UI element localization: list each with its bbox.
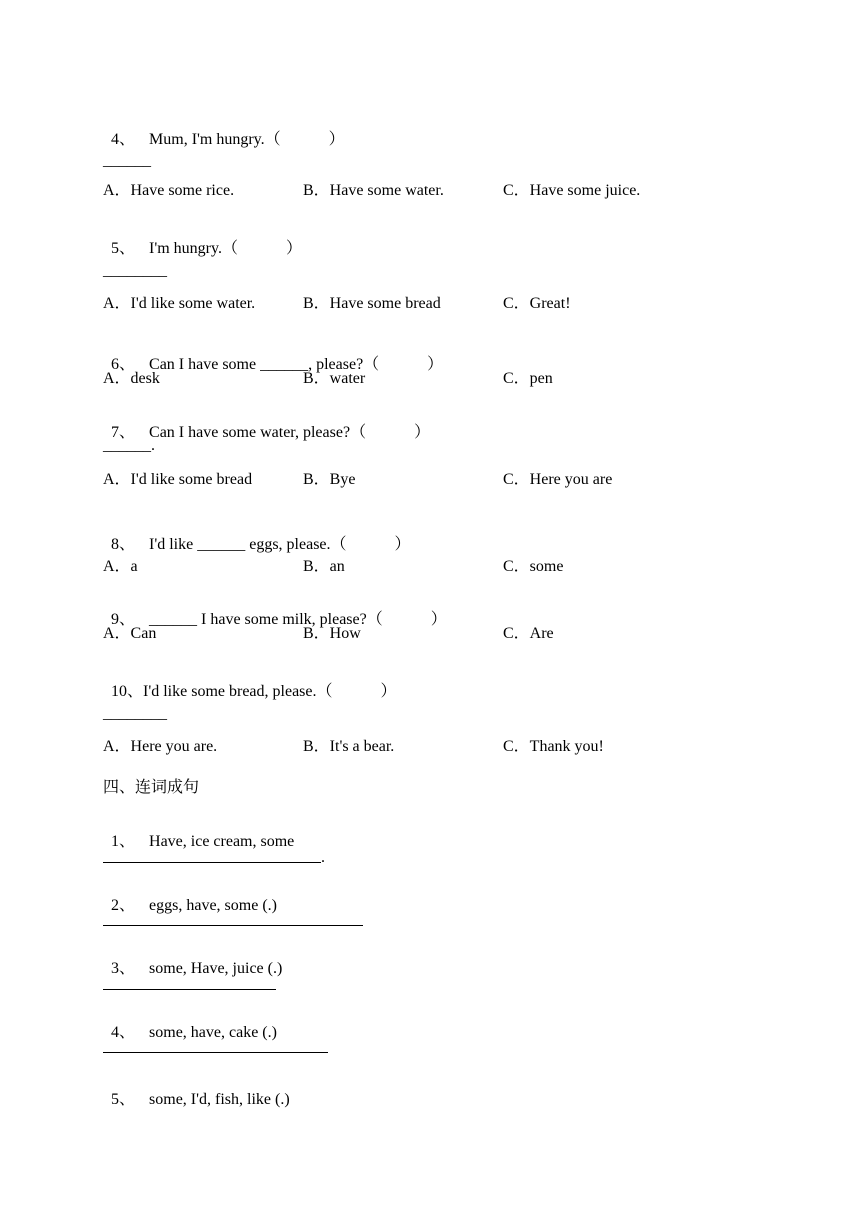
- option-a[interactable]: A．I'd like some bread: [103, 471, 253, 488]
- item-number: 3、: [111, 960, 136, 977]
- item-number: 1、: [111, 833, 136, 850]
- option-a[interactable]: A．desk: [103, 370, 160, 387]
- option-c[interactable]: C．Thank you!: [503, 738, 604, 755]
- item-words: some, I'd, fish, like (.): [149, 1091, 290, 1108]
- option-c[interactable]: C．pen: [503, 370, 553, 387]
- question-number: 8、: [111, 536, 136, 553]
- item-words: Have, ice cream, some: [149, 833, 295, 850]
- answer-blank[interactable]: ______.: [103, 437, 155, 454]
- reorder-item-3: [103, 939, 282, 979]
- option-b[interactable]: B．It's a bear.: [303, 738, 395, 755]
- question-number: 4、: [111, 131, 136, 148]
- option-c[interactable]: C．some: [503, 558, 564, 575]
- answer-line[interactable]: [103, 1052, 328, 1053]
- item-number: 4、: [111, 1024, 136, 1041]
- option-a[interactable]: A．Here you are.: [103, 738, 218, 755]
- item-words: eggs, have, some (.): [149, 897, 277, 914]
- answer-blank[interactable]: ________: [103, 705, 167, 722]
- option-c[interactable]: C．Are: [503, 625, 554, 642]
- question-number: 10、: [111, 683, 144, 700]
- option-b[interactable]: B．Have some bread: [303, 295, 441, 312]
- option-a[interactable]: A．I'd like some water.: [103, 295, 256, 312]
- answer-line[interactable]: [103, 925, 363, 926]
- option-c[interactable]: C．Have some juice.: [503, 182, 641, 199]
- option-c[interactable]: C．Here you are: [503, 471, 613, 488]
- option-b[interactable]: B．an: [303, 558, 345, 575]
- item-number: 5、: [111, 1091, 136, 1108]
- option-c[interactable]: C．Great!: [503, 295, 571, 312]
- answer-line[interactable]: [103, 862, 321, 863]
- option-a[interactable]: A．a: [103, 558, 138, 575]
- answer-line[interactable]: [103, 989, 276, 990]
- question-prompt: ______ I have some milk, please?（ ）: [149, 611, 447, 628]
- question-5: [103, 219, 302, 259]
- reorder-item-1: [103, 812, 294, 852]
- option-a[interactable]: A．Have some rice.: [103, 182, 235, 199]
- question-number: 9、: [111, 611, 136, 628]
- reorder-item-5: [103, 1070, 290, 1110]
- reorder-item-4: [103, 1003, 277, 1043]
- question-prompt: I'm hungry.（ ）: [149, 240, 302, 257]
- question-prompt: I'd like some bread, please.（ ）: [143, 683, 397, 700]
- question-prompt: I'd like ______ eggs, please.（ ）: [149, 536, 411, 553]
- item-number: 2、: [111, 897, 136, 914]
- question-prompt: Mum, I'm hungry.（ ）: [149, 131, 345, 148]
- question-number: 7、: [111, 424, 136, 441]
- reorder-item-2: [103, 876, 277, 916]
- answer-line-period: .: [321, 849, 325, 866]
- option-b[interactable]: B．Bye: [303, 471, 356, 488]
- question-8: [103, 515, 411, 555]
- answer-blank[interactable]: ________: [103, 262, 167, 279]
- section-heading: 四、连词成句: [103, 779, 200, 796]
- item-words: some, Have, juice (.): [149, 960, 283, 977]
- question-10: [103, 662, 397, 702]
- question-number: 6、: [111, 356, 136, 373]
- option-a[interactable]: A．Can: [103, 625, 157, 642]
- question-prompt: Can I have some ______, please?（ ）: [149, 356, 444, 373]
- answer-blank[interactable]: ______: [103, 152, 151, 169]
- option-b[interactable]: B．Have some water.: [303, 182, 444, 199]
- item-words: some, have, cake (.): [149, 1024, 277, 1041]
- option-b[interactable]: B．How: [303, 625, 361, 642]
- question-prompt: Can I have some water, please?（ ）: [149, 424, 431, 441]
- question-number: 5、: [111, 240, 136, 257]
- question-4: [103, 110, 345, 150]
- option-b[interactable]: B．water: [303, 370, 366, 387]
